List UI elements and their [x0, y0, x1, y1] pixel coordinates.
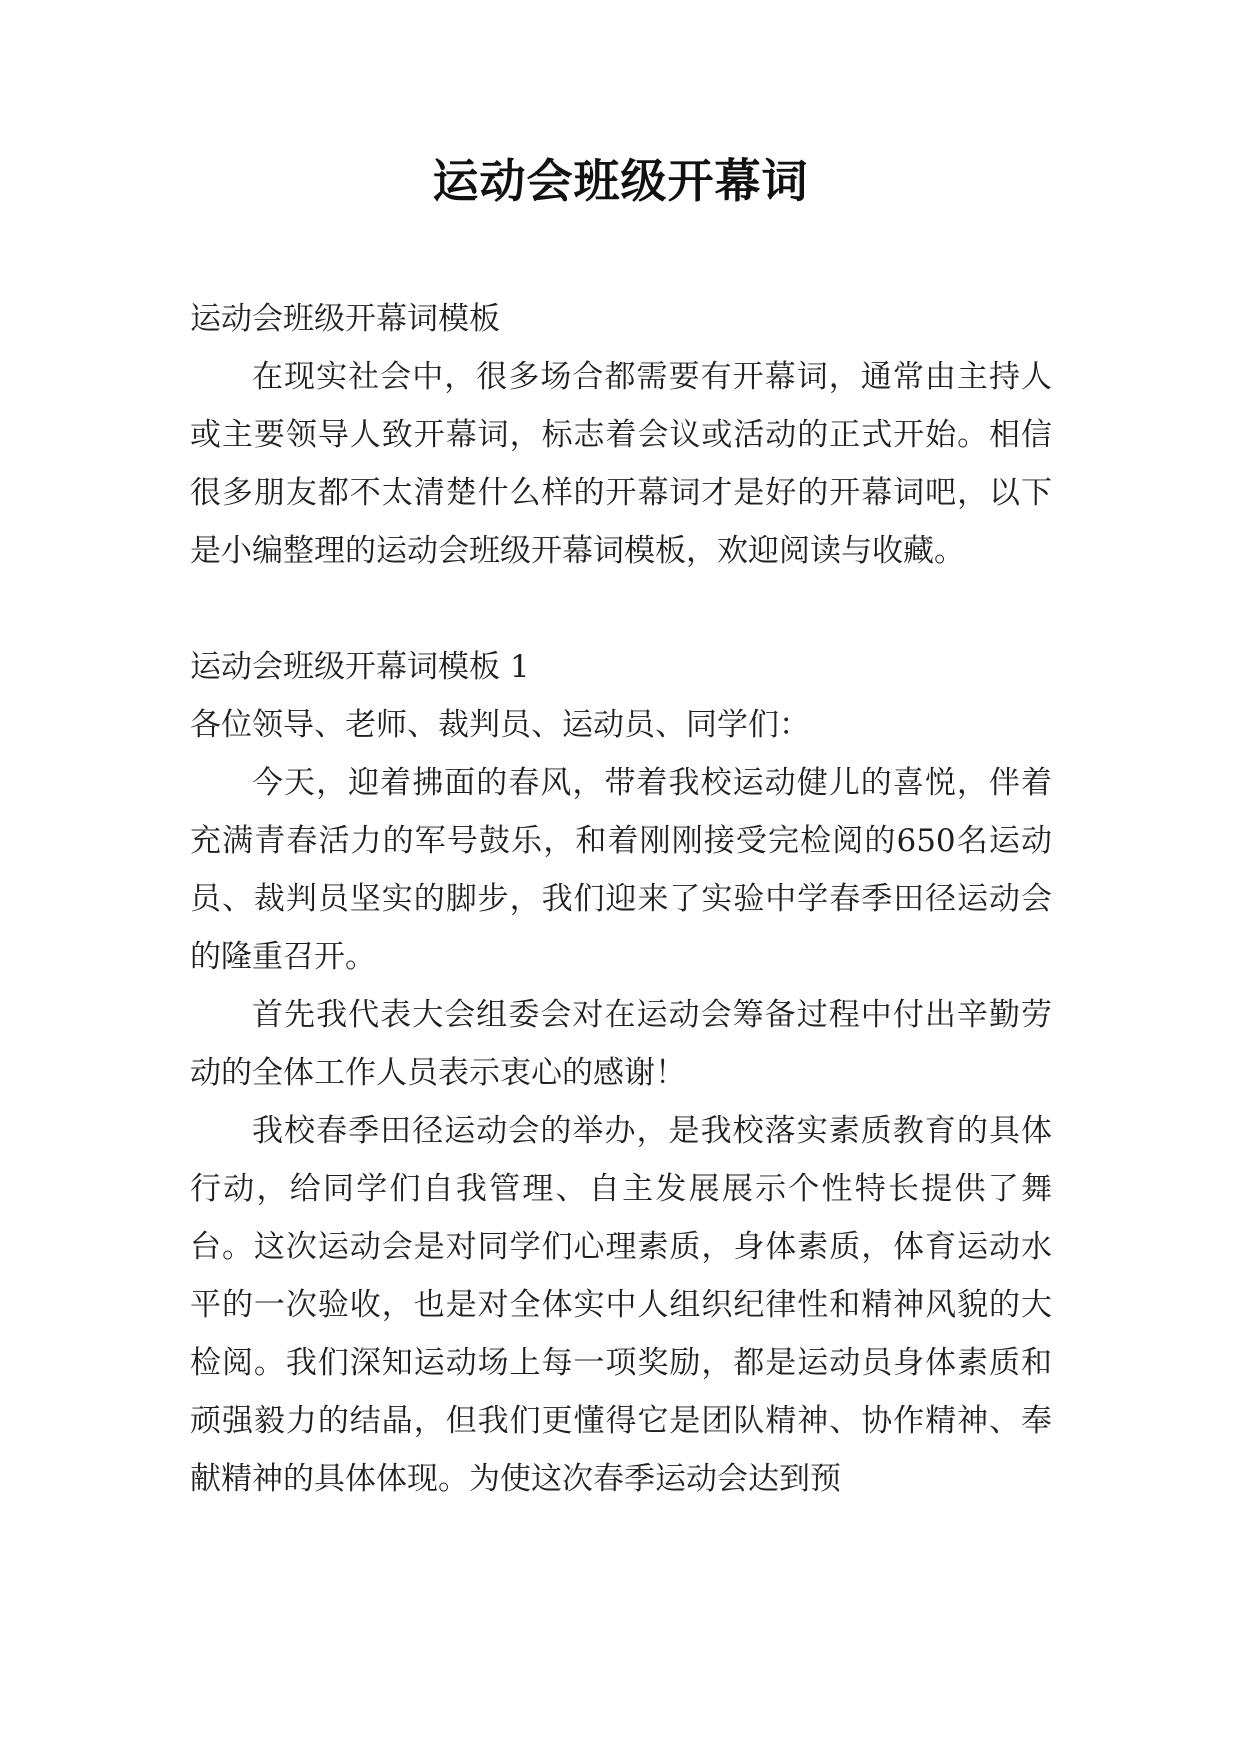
salutation: 各位领导、老师、裁判员、运动员、同学们： — [190, 707, 810, 743]
paragraph-thanks: 首先我代表大会组委会对在运动会筹备过程中付出辛勤劳动的全体工作人员表示衷心的感谢！ — [190, 997, 1052, 1091]
document-title: 运动会班级开幕词 — [432, 154, 809, 208]
section-spacer — [190, 580, 1052, 638]
paragraph-purpose: 我校春季田径运动会的举办，是我校落实素质教育的具体行动，给同学们自我管理、自主发展展示个性特长提供了舞台。这次运动会是对同学们心理素质，身体素质，体育运动水平的一次验收，也是对全体实中人组织纪律性和精神风貌的大检阅。我们深知运动场上每一项奖励，都是运动员身体素质和顽强毅力的结晶，但我们更懂得它是团队精神、协作精神、奉献精神的具体体现。为使这次春季运动会达到预 — [190, 1113, 1052, 1497]
intro-paragraph: 在现实社会中，很多场合都需要有开幕词，通常由主持人或主要领导人致开幕词，标志着会议或活动的正式开始。相信很多朋友都不太清楚什么样的开幕词才是好的开幕词吧，以下是小编整理的运动会班级开幕词模板，欢迎阅读与收藏。 — [190, 359, 1052, 569]
document-body — [190, 290, 1052, 1508]
subtitle: 运动会班级开幕词模板 — [190, 301, 500, 337]
section-heading: 运动会班级开幕词模板 1 — [190, 649, 530, 685]
paragraph-opening: 今天，迎着拂面的春风，带着我校运动健儿的喜悦，伴着充满青春活力的军号鼓乐，和着刚刚接受完检阅的650名运动员、裁判员坚实的脚步，我们迎来了实验中学春季田径运动会的隆重召开。 — [190, 765, 1052, 975]
